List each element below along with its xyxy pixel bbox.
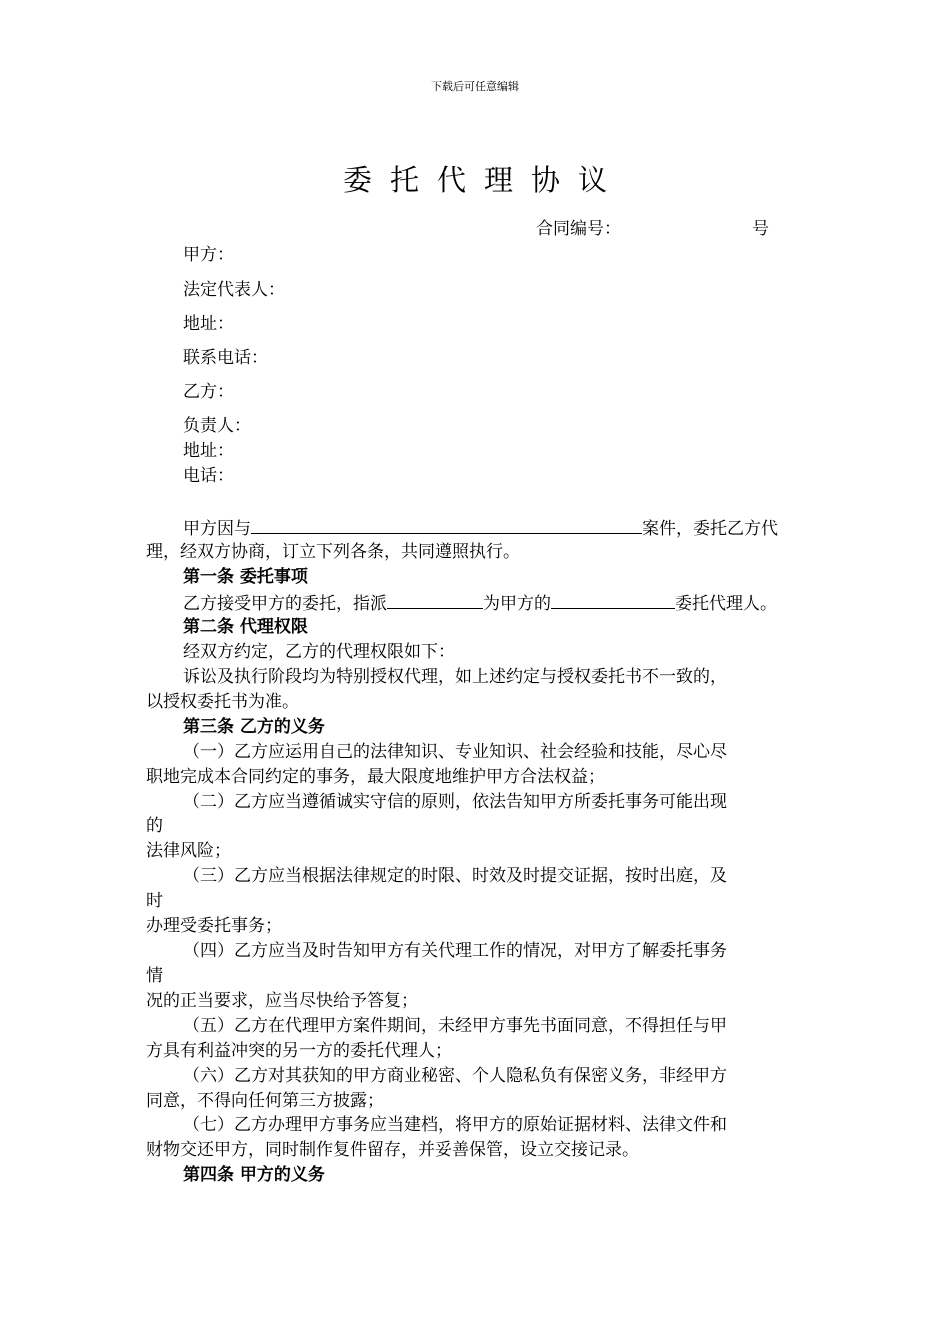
party-b-label: 乙方： — [183, 382, 234, 402]
assignee-blank — [387, 591, 483, 609]
party-a-address: 地址： — [183, 314, 234, 334]
article-3-line: 时 — [146, 891, 163, 911]
article-3-line: 职地完成本合同约定的事务，最大限度地维护甲方合法权益； — [146, 767, 605, 787]
article-3-line: （二）乙方应当遵循诚实守信的原则，依法告知甲方所委托事务可能出现 — [183, 792, 727, 812]
article-3-line: 情 — [146, 966, 163, 986]
article-3-line: （一）乙方应运用自己的法律知识、专业知识、社会经验和技能，尽心尽 — [183, 742, 727, 762]
article-3-line: 的 — [146, 816, 163, 836]
party-a-phone: 联系电话： — [183, 348, 268, 368]
contract-number-suffix: 号 — [752, 219, 769, 239]
article-2-line-1: 经双方约定，乙方的代理权限如下： — [183, 642, 455, 662]
party-a-rep: 法定代表人： — [183, 280, 285, 300]
case-blank — [251, 516, 642, 534]
article-3-line: 财物交还甲方，同时制作复件留存，并妥善保管，设立交接记录。 — [146, 1140, 639, 1160]
article-3-line: （五）乙方在代理甲方案件期间，未经甲方事先书面同意，不得担任与甲 — [183, 1016, 727, 1036]
article-3-line: 方具有利益冲突的另一方的委托代理人； — [146, 1041, 452, 1061]
article-2-line-2: 诉讼及执行阶段均为特别授权代理，如上述约定与授权委托书不一致的， — [183, 667, 727, 687]
article-1-part-1: 乙方接受甲方的委托，指派 — [183, 594, 387, 614]
article-1-part-3: 委托代理人。 — [675, 594, 777, 614]
article-2-heading: 第二条 代理权限 — [183, 617, 308, 637]
intro-line-2: 理，经双方协商，订立下列各条，共同遵照执行。 — [146, 542, 520, 562]
party-b-phone: 电话： — [183, 466, 234, 486]
header-note: 下载后可任意编辑 — [431, 80, 519, 93]
article-3-line: （四）乙方应当及时告知甲方有关代理工作的情况，对甲方了解委托事务 — [183, 941, 727, 961]
article-3-line: （七）乙方办理甲方事务应当建档，将甲方的原始证据材料、法律文件和 — [183, 1115, 727, 1135]
party-b-person: 负责人： — [183, 416, 251, 436]
party-a-label: 甲方： — [183, 245, 234, 265]
article-4-heading: 第四条 甲方的义务 — [183, 1165, 325, 1185]
party-b-address: 地址： — [183, 441, 234, 461]
article-3-line: 同意，不得向任何第三方披露； — [146, 1091, 384, 1111]
article-3-line: 法律风险； — [146, 841, 231, 861]
article-2-line-3: 以授权委托书为准。 — [146, 692, 299, 712]
article-3-heading: 第三条 乙方的义务 — [183, 717, 325, 737]
article-3-line: （六）乙方对其获知的甲方商业秘密、个人隐私负有保密义务，非经甲方 — [183, 1066, 727, 1086]
contract-number-label: 合同编号： — [536, 219, 621, 239]
document-title: 委托代理协议 — [342, 163, 625, 197]
intro-suffix: 案件，委托乙方代 — [642, 519, 778, 539]
article-3-line: 办理受委托事务； — [146, 916, 282, 936]
article-1-heading: 第一条 委托事项 — [183, 567, 308, 587]
article-1-part-2: 为甲方的 — [483, 594, 551, 614]
intro-prefix: 甲方因与 — [183, 519, 251, 539]
role-blank — [551, 591, 675, 609]
article-3-line: （三）乙方应当根据法律规定的时限、时效及时提交证据，按时出庭，及 — [183, 866, 727, 886]
article-3-line: 况的正当要求，应当尽快给予答复； — [146, 991, 418, 1011]
intro-line-1 — [183, 516, 778, 540]
article-1-text — [183, 591, 777, 615]
